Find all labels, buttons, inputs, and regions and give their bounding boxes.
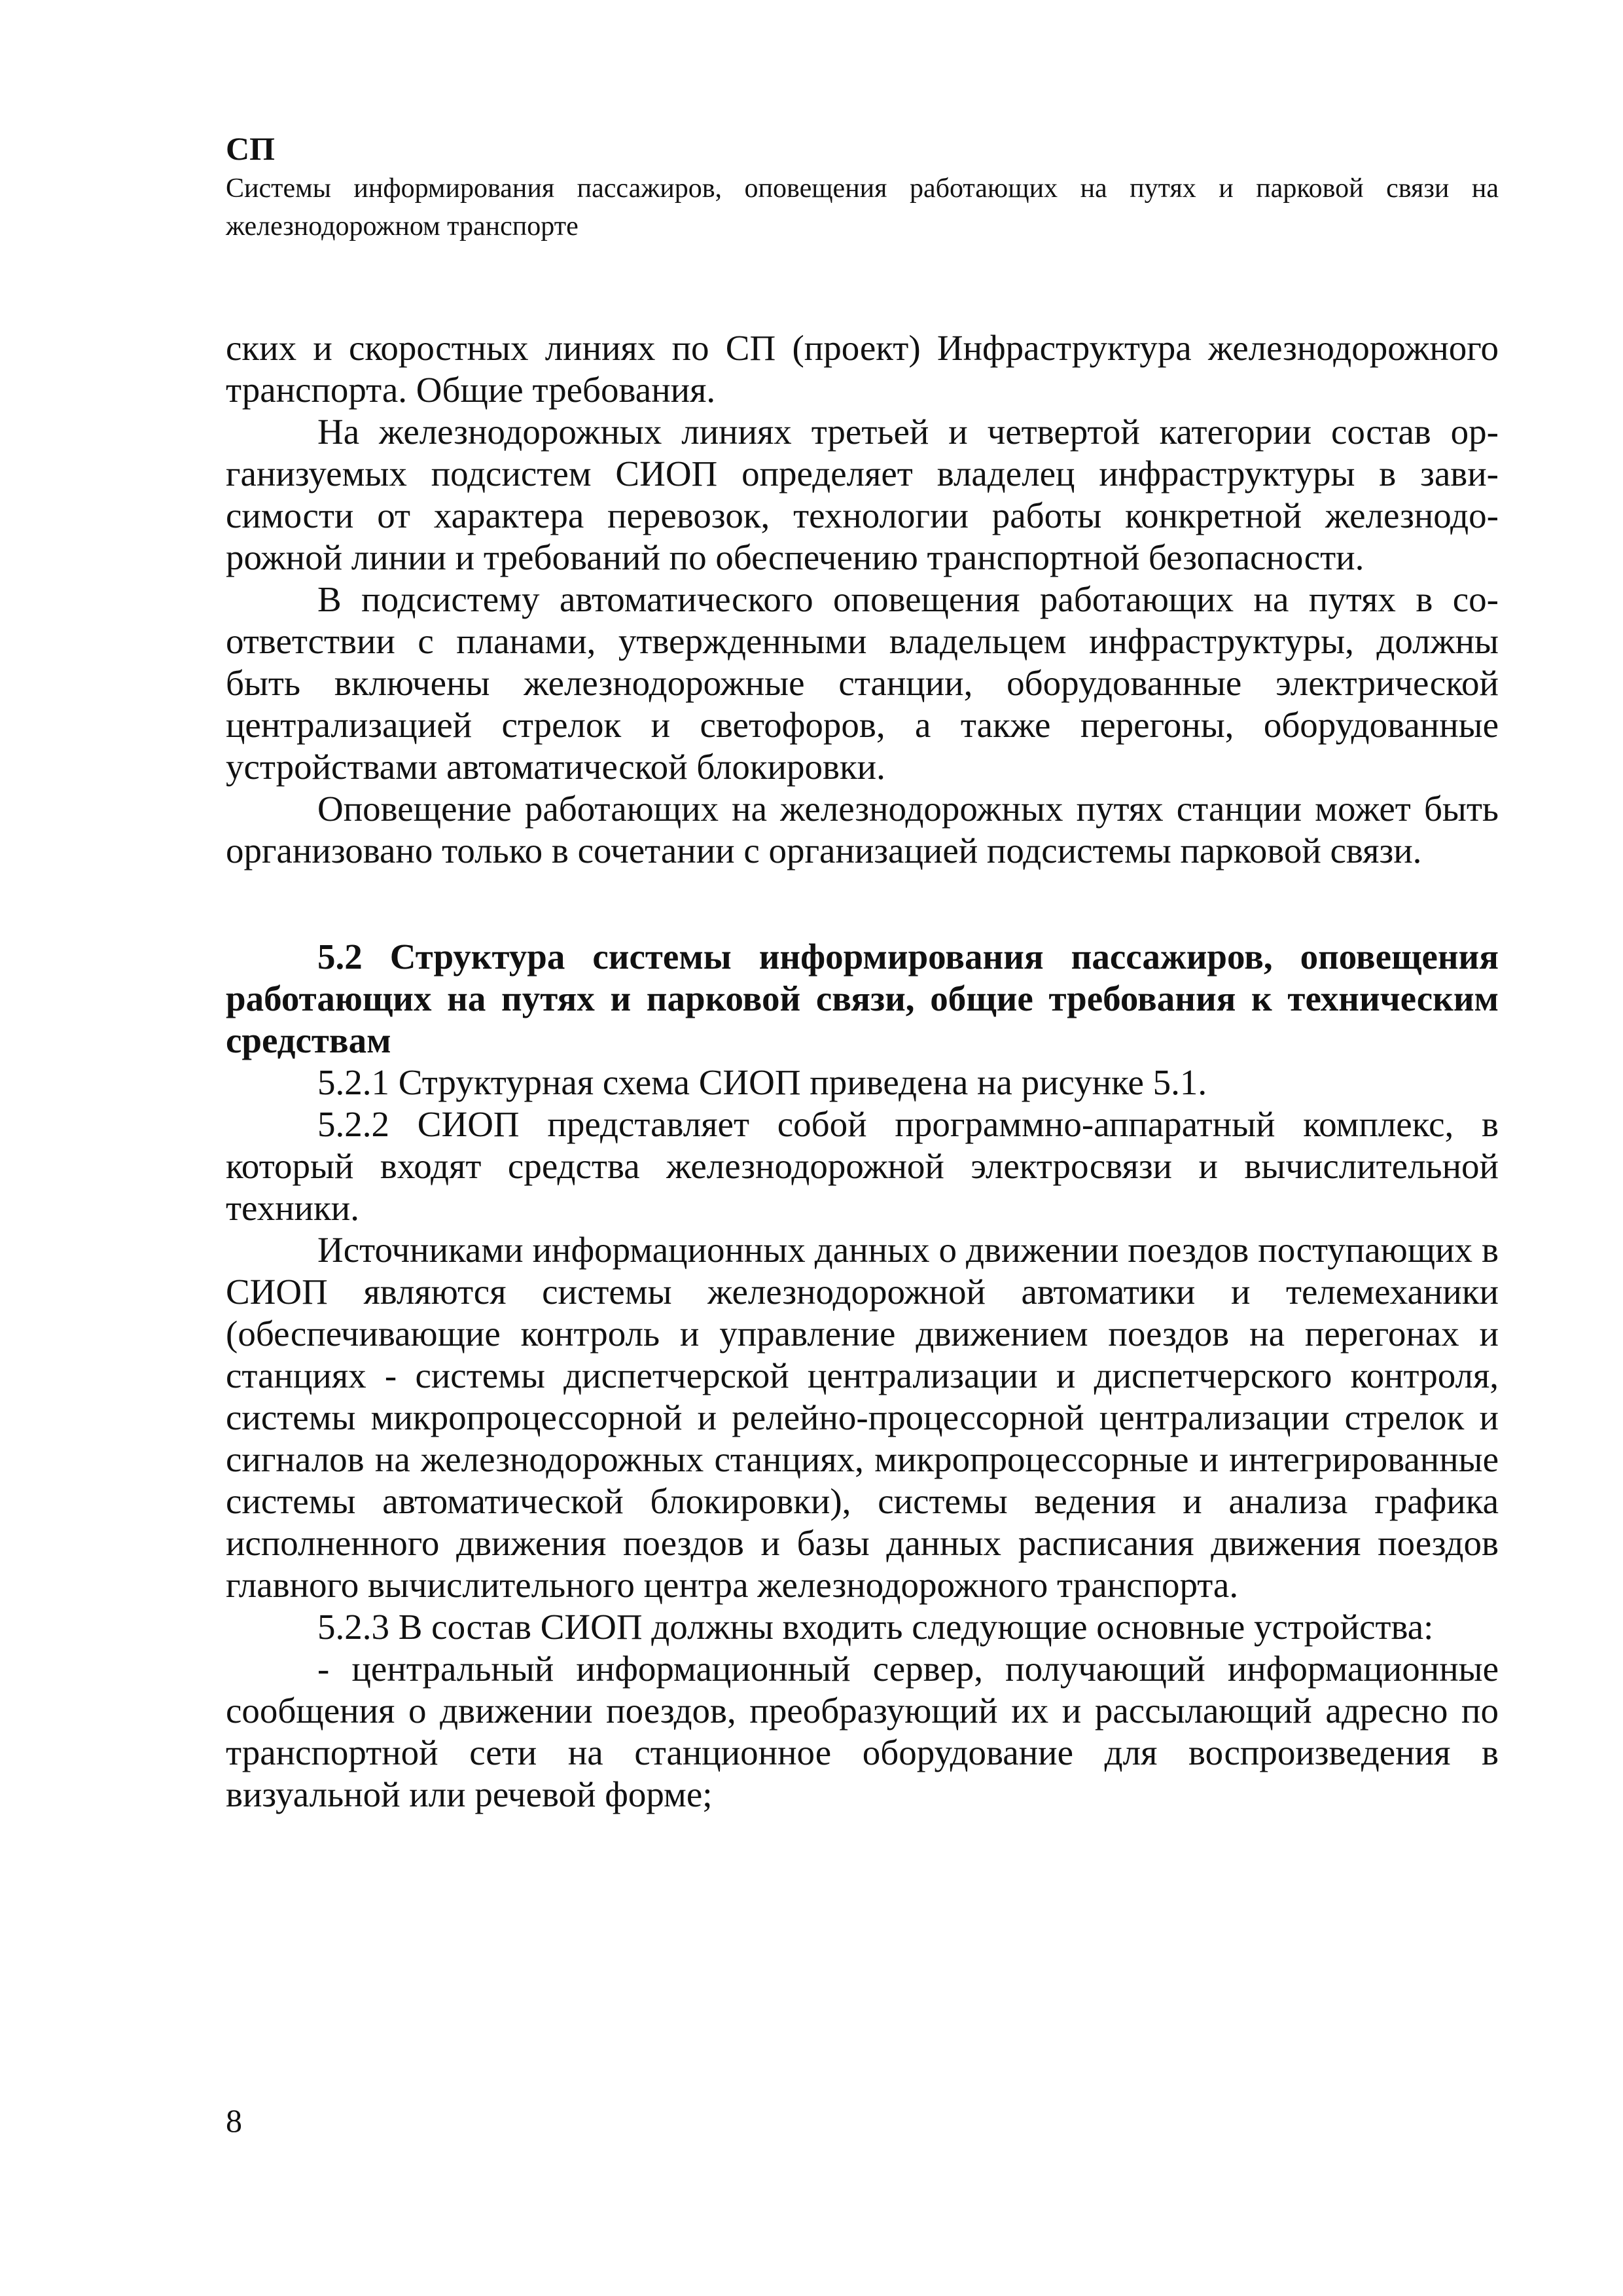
paragraph-continuation: ских и скоростных линиях по СП (проект) Инфраструктура железнодорожного транспорта. Общие требования. — [226, 328, 1499, 410]
section-heading: 5.2 Структура системы информирования пассажиров, оповещения работающих на путях и парковой связи, общие требования к техническим средствам — [226, 937, 1499, 1060]
paragraph: Источниками информационных данных о движении поездов поступающих в СИОП являются системы железнодорожной автоматики и телемеханики (обеспечивающие контроль и управление движением поездов на перегонах и станциях - системы диспетчерской централизации и диспетчерского контроля, системы микропроцессорной и релейно-процессорной централизации стрелок и сигналов на железнодорожных станциях, микропроцессорные и интегрированные системы автоматической блокировки), системы ведения и анализа графика исполненного движения поездов и базы данных расписания движения поездов главного вычислительного центра железнодорожного транспорта. — [226, 1230, 1499, 1605]
document-code: СП — [226, 130, 275, 167]
list-item: - центральный информационный сервер, получающий информационные сообщения о движении поездов, преобразующий их и рассылающий адресно по транспортной сети на станционное оборудование для воспроизведения в визуальной или речевой форме; — [226, 1649, 1499, 1814]
clause-5-2-2: 5.2.2 СИОП представляет собой программно-аппаратный комплекс, в который входят средства железнодорожной электросвязи и вычислительной техники. — [226, 1104, 1499, 1228]
running-header — [226, 128, 1499, 245]
paragraph: На железнодорожных линиях третьей и четвертой категории состав организуемых подсистем СИОП определяет владелец инфраструктуры в зависимости от характера перевозок, технологии работы конкретной железнодорожной линии и требований по обеспечению транспортной безопасности. — [226, 412, 1499, 577]
document-body — [226, 327, 1499, 1816]
paragraph: Оповещение работающих на железнодорожных путях станции может быть организовано только в сочетании с организацией подсистемы парковой связи. — [226, 789, 1499, 870]
clause-5-2-3: 5.2.3 В состав СИОП должны входить следующие основные устройства: — [317, 1607, 1434, 1647]
paragraph: В подсистему автоматического оповещения работающих на путях в соответствии с планами, утвержденными владельцем инфраструктуры, должны быть включены железнодорожные станции, оборудованные электрической централизацией стрелок и светофоров, а также перегоны, оборудованные устройствами автоматической блокировки. — [226, 579, 1499, 787]
clause-5-2-1: 5.2.1 Структурная схема СИОП приведена на рисунке 5.1. — [317, 1062, 1207, 1102]
document-title: Системы информирования пассажиров, оповещения работающих на путях и парковой связи на железнодорожном транспорте — [226, 173, 1499, 242]
page-number: 8 — [226, 2102, 242, 2139]
